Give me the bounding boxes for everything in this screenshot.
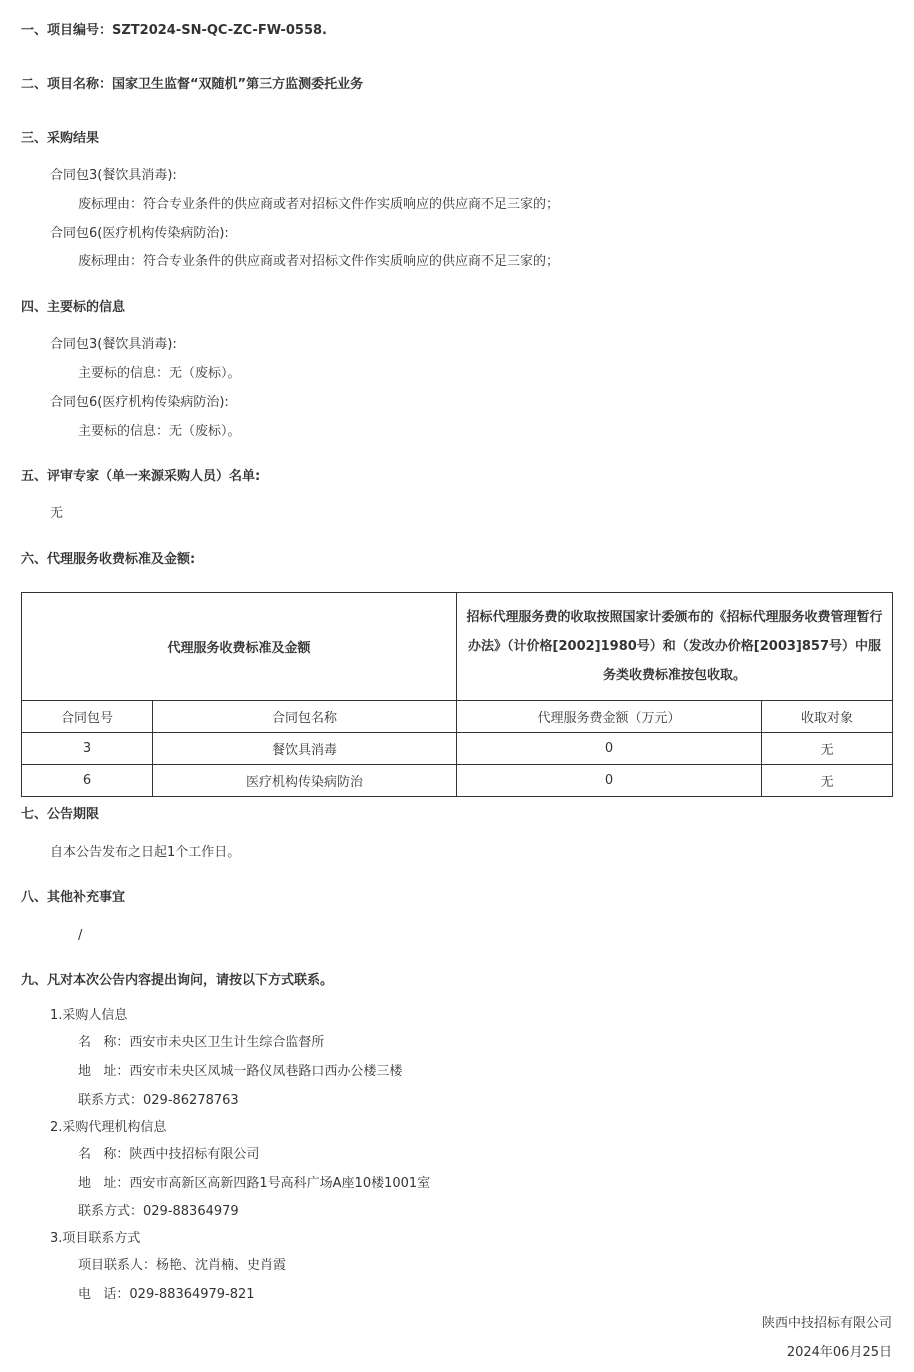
cell-fee-amount: 0 bbox=[457, 765, 762, 797]
result-pkg3: 合同包3(餐饮具消毒): bbox=[50, 168, 177, 183]
agency-address: 地 址：西安市高新区高新四路1号高科广场A座10楼1001室 bbox=[78, 1176, 431, 1191]
agency-name: 名 称：陕西中技招标有限公司 bbox=[78, 1147, 260, 1162]
result-pkg6: 合同包6(医疗机构传染病防治): bbox=[50, 226, 229, 241]
project-contact-phone: 电 话：029-88364979-821 bbox=[78, 1287, 255, 1302]
section-7-title: 七、公告期限 bbox=[21, 807, 100, 822]
cell-charge-target: 无 bbox=[762, 765, 893, 797]
section-5-title: 五、评审专家（单一来源采购人员）名单: bbox=[21, 469, 261, 484]
column-header: 合同包名称 bbox=[153, 701, 457, 733]
footer-company: 陕西中技招标有限公司 bbox=[761, 1316, 892, 1331]
cell-package-name: 餐饮具消毒 bbox=[153, 733, 457, 765]
notice-period: 自本公告发布之日起1个工作日。 bbox=[50, 845, 241, 860]
section-8-title: 八、其他补充事宜 bbox=[21, 890, 126, 905]
section-4-title: 四、主要标的信息 bbox=[21, 300, 126, 315]
result-pkg3-reason: 废标理由：符合专业条件的供应商或者对招标文件作实质响应的供应商不足三家的； bbox=[78, 197, 560, 212]
purchaser-heading: 1.采购人信息 bbox=[50, 1008, 128, 1023]
table-row bbox=[22, 765, 893, 797]
table-header-row bbox=[22, 701, 893, 733]
section-9-title: 九、凡对本次公告内容提出询问，请按以下方式联系。 bbox=[21, 973, 334, 988]
other-matters: / bbox=[78, 928, 83, 943]
cell-charge-target: 无 bbox=[762, 733, 893, 765]
column-header: 代理服务费金额（万元） bbox=[457, 701, 762, 733]
info-pkg6-detail: 主要标的信息：无（废标）。 bbox=[78, 424, 241, 439]
section-3-title: 三、采购结果 bbox=[21, 131, 100, 146]
purchaser-address: 地 址：西安市未央区凤城一路仪凤巷路口西办公楼三楼 bbox=[78, 1064, 403, 1079]
project-contact-heading: 3.项目联系方式 bbox=[50, 1231, 141, 1246]
column-header: 合同包号 bbox=[22, 701, 153, 733]
agency-heading: 2.采购代理机构信息 bbox=[50, 1120, 167, 1135]
result-pkg6-reason: 废标理由：符合专业条件的供应商或者对招标文件作实质响应的供应商不足三家的； bbox=[78, 254, 560, 269]
fee-table-header-desc: 招标代理服务费的收取按照国家计委颁布的《招标代理服务收费管理暂行办法》（计价格[2002]1980号）和（发改办价格[2003]857号）中服务类收费标准按包收取。 bbox=[457, 593, 893, 701]
purchaser-name: 名 称：西安市未央区卫生计生综合监督所 bbox=[78, 1035, 325, 1050]
section-2-title: 二、项目名称：国家卫生监督“双随机”第三方监测委托业务 bbox=[21, 77, 364, 92]
cell-package-name: 医疗机构传染病防治 bbox=[153, 765, 457, 797]
purchaser-contact: 联系方式：029-86278763 bbox=[78, 1093, 239, 1108]
table-row bbox=[22, 733, 893, 765]
project-contact-people: 项目联系人：杨艳、沈肖楠、史肖霞 bbox=[78, 1258, 287, 1273]
experts-content: 无 bbox=[50, 506, 64, 521]
section-1-title: 一、项目编号：SZT2024-SN-QC-ZC-FW-0558. bbox=[21, 23, 327, 38]
column-header: 收取对象 bbox=[762, 701, 893, 733]
cell-package-no: 6 bbox=[22, 765, 153, 797]
fee-table bbox=[21, 592, 893, 797]
footer-date: 2024年06月25日 bbox=[786, 1345, 892, 1360]
info-pkg3: 合同包3(餐饮具消毒): bbox=[50, 337, 177, 352]
cell-package-no: 3 bbox=[22, 733, 153, 765]
fee-table-header-label: 代理服务收费标准及金额 bbox=[22, 593, 457, 701]
cell-fee-amount: 0 bbox=[457, 733, 762, 765]
info-pkg6: 合同包6(医疗机构传染病防治): bbox=[50, 395, 229, 410]
info-pkg3-detail: 主要标的信息：无（废标）。 bbox=[78, 366, 241, 381]
agency-contact: 联系方式：029-88364979 bbox=[78, 1204, 239, 1219]
section-6-title: 六、代理服务收费标准及金额: bbox=[21, 552, 196, 567]
